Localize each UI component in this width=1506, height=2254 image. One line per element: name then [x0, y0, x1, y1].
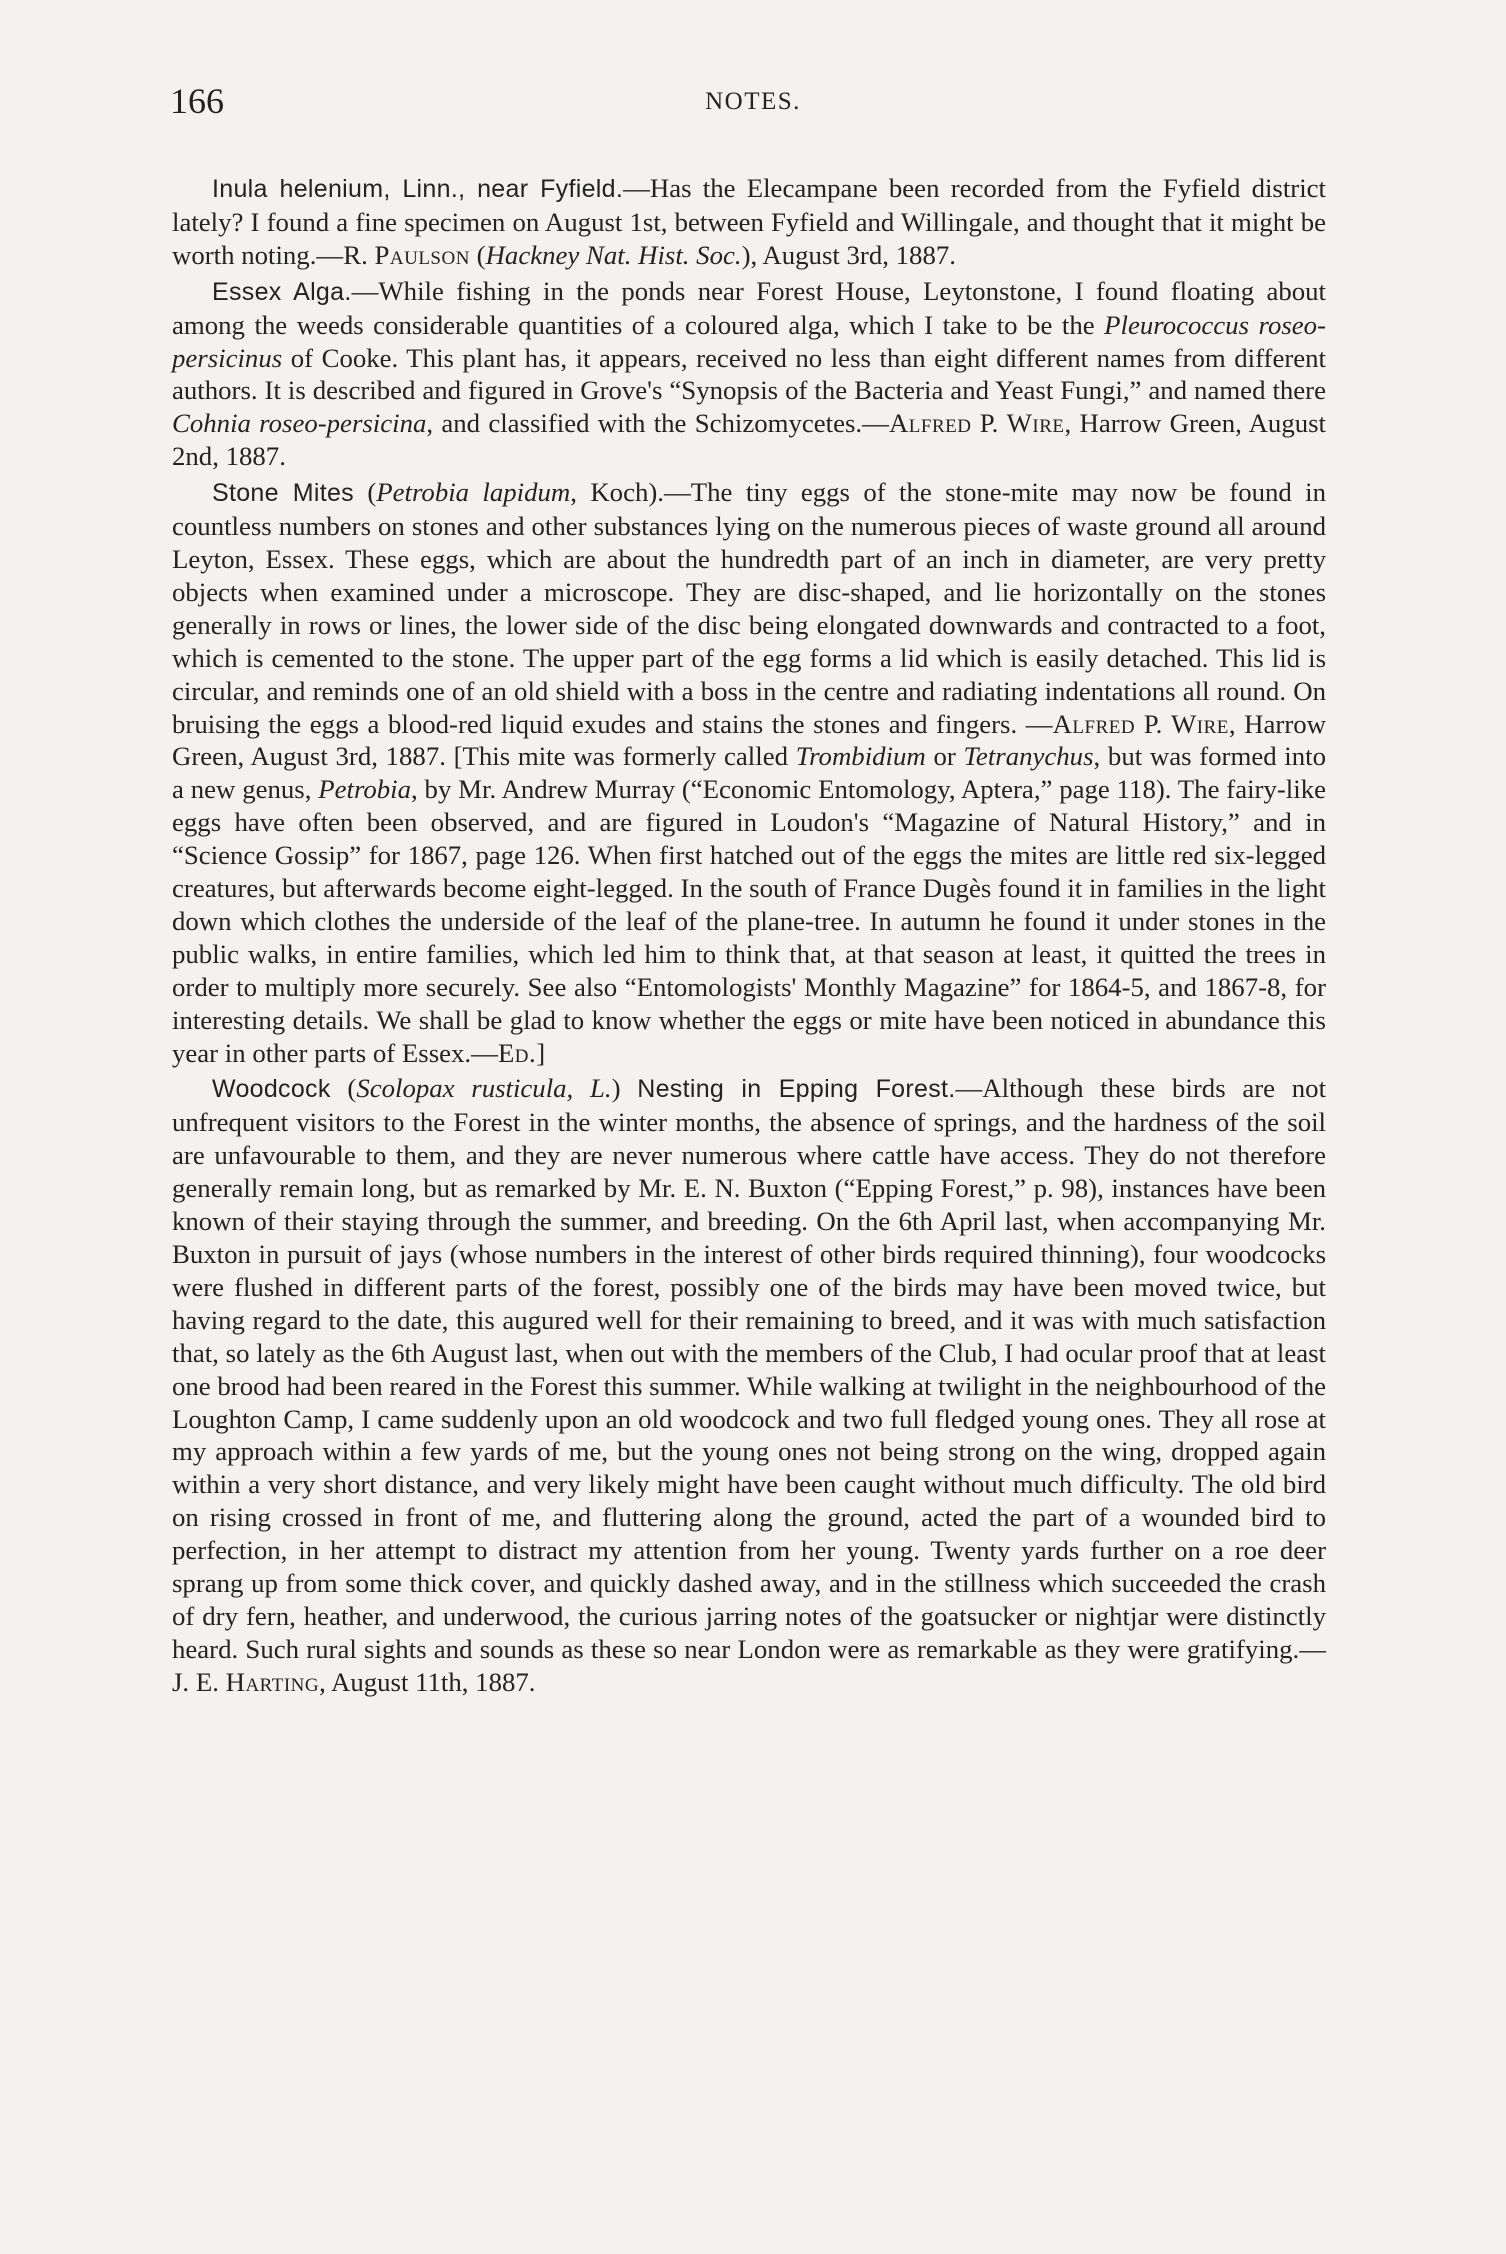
- author-name: Paulson: [374, 239, 470, 270]
- note-text: (: [469, 239, 486, 270]
- species-name: Scolopax rusticula, L.: [356, 1073, 612, 1104]
- running-title: NOTES.: [705, 88, 801, 115]
- author-name: Wire: [1170, 708, 1229, 739]
- note-text: , Harrow Green, August 2nd, 1887.: [172, 408, 1326, 472]
- note-text: , August 11th, 1887.: [319, 1666, 536, 1697]
- note-text: —Although these birds are not unfrequent visitors to the Forest in the winter months, the absence of springs, and the hardness of the soil are unfavourable to them, and they are never numerous where cattle have access. They do not therefore generally remain long, but as remarked by Mr. E. N. Buxton (“Epping Forest,” p. 98), instances have been known of their staying through the summer, and breeding. On the 6th April last, when accompanying Mr. Buxton in pursuit of jays (whose numbers in the interest of other birds required thinning), four woodcocks were flushed in different parts of the forest, possibly one of the birds may have been moved twice, but having regard to the date, this augured well for their remaining to breed, and it was with much satisfaction that, so lately as the 6th August last, when out with the members of the Club, I had ocular proof that at least one brood had been reared in the Forest this summer. While walking at twilight in the neighbourhood of the Loughton Camp, I came suddenly upon an old woodcock and two full fledged young ones. They all rose at my approach within a few yards of me, but the young ones not being strong on the wing, dropped again within a very short distance, and very likely might have been caught without much difficulty. The old bird on rising crossed in front of me, and fluttering along the ground, acted the part of a wounded bird to perfection, in her attempt to distract my attention from her young. Twenty yards further on a roe deer sprang up from some thick cover, and quickly dashed away, and in the stillness which succeeded the crash of dry fern, heather, and underwood, the curious jarring notes of the goatsucker or nightjar were distinctly heard. Such rural sights and sounds as these so near London were as remarkable as they were gratifying.—J. E.: [172, 1073, 1327, 1697]
- note-heading: Inula helenium, Linn., near Fyfield.: [212, 175, 624, 203]
- note-text: P.: [971, 408, 1007, 439]
- species-name: Tetranychus: [963, 741, 1094, 772]
- note-heading: Essex Alga.: [212, 277, 352, 306]
- note-text: ]: [536, 1037, 546, 1068]
- species-name: Cohnia roseo-persicina: [172, 408, 427, 439]
- note-text: , Harrow Green, August 3rd, 1887. [This mite was formerly called: [172, 708, 1327, 772]
- author-name: Alfred: [888, 408, 972, 439]
- author-name: Alfred: [1052, 708, 1136, 739]
- note-text: or: [925, 741, 964, 772]
- page-number: 166: [170, 81, 224, 121]
- citation-title: Hackney Nat. Hist. Soc.: [485, 239, 742, 270]
- note-text: , Koch).—The tiny eggs of the stone-mite may now be found in countless numbers on stones and other substances lying on the numerous pieces of waste ground all around Leyton, Essex. These eggs, which are about the hundredth part of an inch in diameter, are very pretty objects when examined under a microscope. They are disc-shaped, and lie horizontally on the stones generally in rows or lines, the lower side of the disc being elongated downwards and contracted to a foot, which is cemented to the stone. The upper part of the egg forms a lid which is easily detached. This lid is circular, and reminds one of an old shield with a boss in the centre and radiating indentations all round. On bruising the eggs a blood-red liquid exudes and stains the stones and fingers. —: [172, 477, 1327, 739]
- note-text: —While fishing in the ponds near Forest House, Leytonstone, I found floating about among the weeds considerable quantities of a coloured alga, which I take to be the: [172, 275, 1326, 340]
- note-text: of Cooke. This plant has, it appears, received no less than eight different names from different authors. It is described and figured in Grove's “Synopsis of the Bacteria and Yeast Fungi,” and named there: [172, 342, 1326, 406]
- note-heading: Stone Mites: [212, 479, 354, 508]
- species-name: Petrobia lapidum: [376, 477, 571, 508]
- page-header: [170, 80, 1336, 130]
- editor-mark: Ed.: [497, 1037, 537, 1068]
- note-essex-alga: [172, 275, 1326, 473]
- note-text: (: [330, 1073, 357, 1104]
- note-text: , but was formed into a new genus,: [172, 741, 1326, 805]
- notes-body: [172, 172, 1326, 1702]
- note-woodcock: [172, 1072, 1326, 1698]
- species-name: Trombidium: [795, 741, 926, 772]
- note-text: —Has the Elecampane been recorded from the Fyfield district lately? I found a fine specimen on August 1st, between Fyfield and Willingale, and thought that it might be worth noting.—R.: [172, 173, 1326, 270]
- note-heading: Nesting in Epping Forest.: [637, 1075, 956, 1104]
- note-heading: Woodcock: [212, 1075, 331, 1104]
- note-text: P.: [1135, 708, 1171, 739]
- note-inula-helenium: [172, 172, 1326, 272]
- author-name: Harting: [225, 1666, 320, 1697]
- note-text: ), August 3rd, 1887.: [741, 239, 956, 270]
- species-name: Pleurococcus roseo-persicinus: [172, 309, 1326, 373]
- note-stone-mites: [172, 476, 1326, 1069]
- note-text: , by Mr. Andrew Murray (“Economic Entomology, Aptera,” page 118). The fairy-like eggs have often been observed, and are figured in Loudon's “Magazine of Natural History,” and in “Science Gossip” for 1867, page 126. When first hatched out of the eggs the mites are little red six-legged creatures, but afterwards become eight-legged. In the south of France Dugès found it in families in the light down which clothes the underside of the leaf of the plane-tree. In autumn he found it under stones in the public walks, in entire families, which led him to think that, at that season at least, it quitted the trees in order to multiply more securely. See also “Entomologists' Monthly Magazine” for 1864-5, and 1867-8, for interesting details. We shall be glad to know whether the eggs or mite have been noticed in abundance this year in other parts of Essex.—: [172, 774, 1326, 1068]
- note-text: (: [353, 477, 377, 508]
- species-name: Petrobia: [318, 774, 412, 805]
- note-text: , and classified with the Schizomycetes.—: [426, 408, 889, 439]
- author-name: Wire: [1006, 408, 1065, 439]
- note-text: ): [611, 1073, 638, 1104]
